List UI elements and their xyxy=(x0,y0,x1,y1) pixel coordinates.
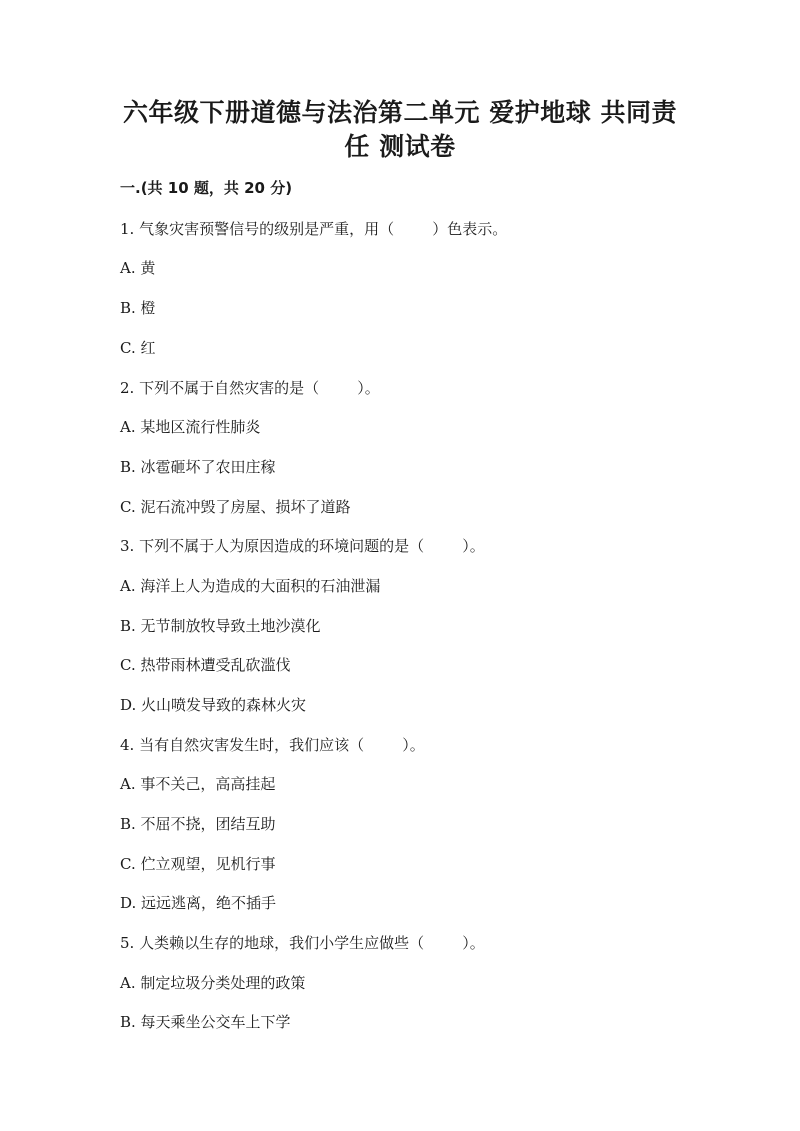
question-1-option-c: C. 红 xyxy=(120,339,156,357)
question-4-stem: 4. 当有自然灾害发生时，我们应该（ ）。 xyxy=(120,736,425,754)
question-2-option-c: C. 泥石流冲毁了房屋、损坏了道路 xyxy=(120,498,351,516)
question-4-option-b: B. 不屈不挠，团结互助 xyxy=(120,815,276,833)
question-5-option-a: A. 制定垃圾分类处理的政策 xyxy=(120,974,306,992)
question-2-stem: 2. 下列不属于自然灾害的是（ ）。 xyxy=(120,379,380,397)
question-4-option-a: A. 事不关己，高高挂起 xyxy=(120,775,276,793)
page-title-line-2: 任 测试卷 xyxy=(344,132,456,161)
question-2-option-a: A. 某地区流行性肺炎 xyxy=(120,418,261,436)
question-1-option-a: A. 黄 xyxy=(120,259,156,277)
question-1-stem: 1. 气象灾害预警信号的级别是严重，用（ ）色表示。 xyxy=(120,220,508,238)
question-3-option-d: D. 火山喷发导致的森林火灾 xyxy=(120,696,307,714)
question-3-option-b: B. 无节制放牧导致土地沙漠化 xyxy=(120,617,321,635)
question-4-option-d: D. 远远逃离，绝不插手 xyxy=(120,894,277,912)
question-5-option-b: B. 每天乘坐公交车上下学 xyxy=(120,1013,291,1031)
question-5-stem: 5. 人类赖以生存的地球，我们小学生应做些（ ）。 xyxy=(120,934,485,952)
page-title-line-1: 六年级下册道德与法治第二单元 爱护地球 共同责 xyxy=(123,98,677,127)
question-2-option-b: B. 冰雹砸坏了农田庄稼 xyxy=(120,458,276,476)
question-4-option-c: C. 伫立观望，见机行事 xyxy=(120,855,276,873)
question-3-option-a: A. 海洋上人为造成的大面积的石油泄漏 xyxy=(120,577,381,595)
question-3-option-c: C. 热带雨林遭受乱砍滥伐 xyxy=(120,656,291,674)
section-header: 一.(共 10 题，共 20 分) xyxy=(120,179,293,197)
question-1-option-b: B. 橙 xyxy=(120,299,156,317)
question-3-stem: 3. 下列不属于人为原因造成的环境问题的是（ ）。 xyxy=(120,537,485,555)
